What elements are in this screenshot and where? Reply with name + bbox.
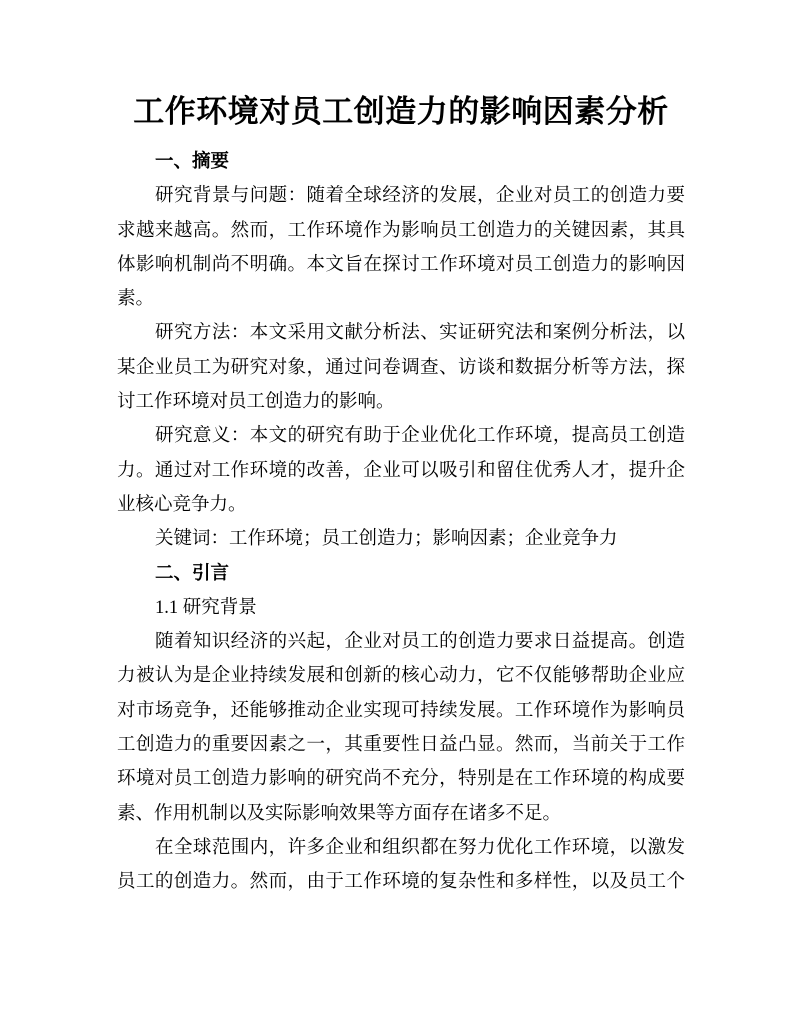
paragraph-background	[117, 179, 685, 316]
text-line: 力被认为是企业持续发展和创新的核心动力，它不仅能够帮助企业应	[117, 666, 685, 687]
paragraph-intro-2	[117, 831, 685, 900]
text-line: 对市场竞争，还能够推动企业实现可持续发展。工作环境作为影响员	[117, 700, 685, 721]
text-line: 研究方法：本文采用文献分析法、实证研究法和案例分析法，以	[155, 323, 685, 344]
text-line: 环境对员工创造力影响的研究尚不充分，特别是在工作环境的构成要	[117, 769, 685, 790]
text-line: 在全球范围内，许多企业和组织都在努力优化工作环境，以激发	[155, 837, 685, 858]
paragraph-method	[117, 316, 685, 419]
keywords-line: 关键词：工作环境；员工创造力；影响因素；企业竞争力	[155, 529, 618, 550]
paragraph-significance	[117, 419, 685, 522]
abstract-heading: 一、摘要	[155, 152, 230, 172]
paragraph-intro-1	[117, 625, 685, 831]
text-line: 工创造力的重要因素之一，其重要性日益凸显。然而，当前关于工作	[117, 735, 685, 756]
text-line: 某企业员工为研究对象，通过问卷调查、访谈和数据分析等方法，探	[117, 357, 685, 378]
document-title: 工作环境对员工创造力的影响因素分析	[133, 94, 669, 129]
text-line: 讨工作环境对员工创造力的影响。	[117, 392, 395, 413]
text-line: 体影响机制尚不明确。本文旨在探讨工作环境对员工创造力的影响因	[117, 254, 685, 275]
text-line: 员工的创造力。然而，由于工作环境的复杂性和多样性，以及员工个	[117, 872, 685, 893]
text-line: 业核心竞争力。	[117, 494, 247, 515]
intro-heading: 二、引言	[155, 563, 230, 584]
text-line: 求越来越高。然而，工作环境作为影响员工创造力的关键因素，其具	[117, 220, 685, 241]
subheading-research-background: 1.1 研究背景	[155, 597, 257, 618]
text-line: 力。通过对工作环境的改善，企业可以吸引和留住优秀人才，提升企	[117, 460, 685, 481]
document-body	[117, 145, 685, 900]
text-line: 素、作用机制以及实际影响效果等方面存在诸多不足。	[117, 803, 562, 824]
text-line: 素。	[117, 289, 155, 310]
text-line: 研究背景与问题：随着全球经济的发展，企业对员工的创造力要	[155, 186, 685, 207]
text-line: 随着知识经济的兴起，企业对员工的创造力要求日益提高。创造	[155, 632, 685, 653]
text-line: 研究意义：本文的研究有助于企业优化工作环境，提高员工创造	[155, 426, 685, 447]
